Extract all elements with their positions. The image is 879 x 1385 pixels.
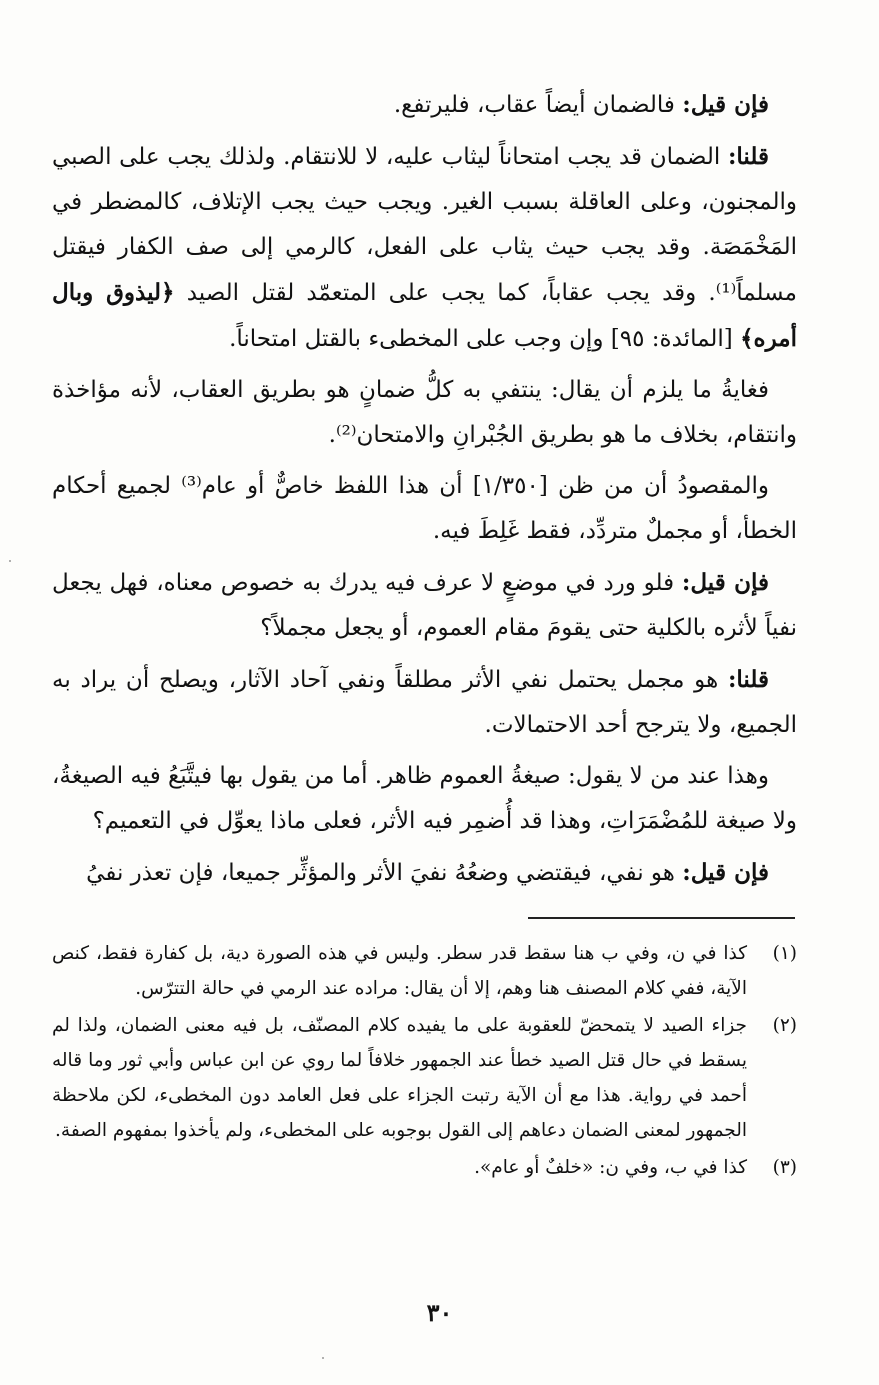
paragraph-lead: قلنا:	[727, 143, 769, 170]
quran-quote: ﴿ليذوق وبال أمره﴾	[52, 279, 797, 352]
paragraph-lead: قلنا:	[727, 666, 769, 693]
paragraph-lead: فإن قيل:	[681, 569, 769, 596]
paragraph-2	[52, 134, 797, 362]
footnote-number: (١)	[772, 943, 797, 964]
scan-speck	[322, 1357, 324, 1359]
paragraph-1	[52, 82, 797, 128]
footnote-number: (٣)	[772, 1157, 797, 1178]
footnote-text: جزاء الصيد لا يتمحضّ للعقوبة على ما يفيده كلام المصنّف، بل فيه معنى الضمان، ولذا لم يسقط في حال قتل الصيد خطأ عند الجمهور خلافاً لما روي عن ابن عباس وأبي ثور وما قاله أحمد في رواية. هذا مع أن الآية رتبت الجزاء على فعل العامد دون المخطىء، لكن ملاحظة الجمهور لمعنى الضمان دعاهم إلى القول بوجوبه على المخطىء، ولم يأخذوا بمفهوم الصفة.	[52, 1015, 747, 1141]
paragraph-4	[52, 464, 797, 554]
paragraph-8	[52, 850, 797, 896]
paragraph-text: هو نفي، فيقتضي وضعُهُ نفيَ الأثر والمؤثِّر جميعا، فإن تعذر نفيُ	[86, 860, 683, 886]
scan-speck	[9, 560, 11, 562]
footnote-3	[52, 1150, 797, 1185]
footnote-1	[52, 936, 797, 1006]
paragraph-text: فغايةُ ما يلزم أن يقال: ينتفي به كلُّ ضمانٍ هو بطريق العقاب، لأنه مؤاخذة وانتقام، بخلاف ما هو بطريق الجُبْرانِ والامتحان⁽²⁾.	[52, 377, 797, 448]
footnote-text: كذا في ن، وفي ب هنا سقط قدر سطر. وليس في هذه الصورة دية، بل كفارة فقط، كنص الآية، ففي كلام المصنف هنا وهم، إلا أن يقال: مراده عند الرمي في حالة التترّس.	[52, 943, 747, 999]
main-text	[52, 82, 797, 902]
footnote-2	[52, 1008, 797, 1148]
footnote-divider	[528, 917, 795, 919]
footnote-text: كذا في ب، وفي ن: «خلفٌ أو عام».	[474, 1157, 747, 1178]
footnote-number: (٢)	[772, 1015, 797, 1036]
paragraph-text: فالضمان أيضاً عقاب، فليرتفع.	[393, 92, 683, 118]
paragraph-6	[52, 657, 797, 748]
footnotes	[52, 936, 797, 1187]
paragraph-3	[52, 368, 797, 458]
paragraph-text: فلو ورد في موضعٍ لا عرف فيه يدرك به خصوص معناه، فهل يجعل نفياً لأثره بالكلية حتى يقومَ مقام العموم، أو يجعل مجملاً؟	[52, 570, 797, 641]
paragraph-text: والمقصودُ أن من ظن [١/٣٥٠] أن هذا اللفظ خاصٌّ أو عام⁽³⁾ لجميع أحكام الخطأ، أو مجملٌ متردِّد، فقط غَلِطَ فيه.	[52, 473, 797, 544]
paragraph-5	[52, 560, 797, 651]
paragraph-7	[52, 754, 797, 844]
paragraph-tail: [المائدة: ٩٥] وإن وجب على المخطىء بالقتل امتحاناً.	[229, 326, 741, 352]
page-number: ٣٠	[426, 1298, 453, 1327]
paragraph-lead: فإن قيل:	[682, 91, 769, 118]
paragraph-text: هو مجمل يحتمل نفي الأثر مطلقاً ونفي آحاد الآثار، ويصلح أن يراد به الجميع، ولا يترجح أحد الاحتمالات.	[52, 667, 797, 738]
paragraph-text: وهذا عند من لا يقول: صيغةُ العموم ظاهر. أما من يقول بها فيتَّبَعُ فيه الصيغةُ، ولا صيغة للمُضْمَرَاتِ، وهذا قد أُضمِر فيه الأثر، فعلى ماذا يعوِّل في التعميم؟	[51, 763, 797, 834]
paragraph-text: الضمان قد يجب امتحاناً ليثاب عليه، لا للانتقام. ولذلك يجب على الصبي والمجنون، وعلى العاقلة بسبب الغير. ويجب حيث يجب الإتلاف، كالمضطر في المَخْمَصَة. وقد يجب حيث يثاب على الفعل، كالرمي إلى صف الكفار فيقتل مسلماً⁽¹⁾. وقد يجب عقاباً، كما يجب على المتعمّد لقتل الصيد	[52, 144, 797, 306]
paragraph-lead: فإن قيل:	[682, 859, 769, 886]
